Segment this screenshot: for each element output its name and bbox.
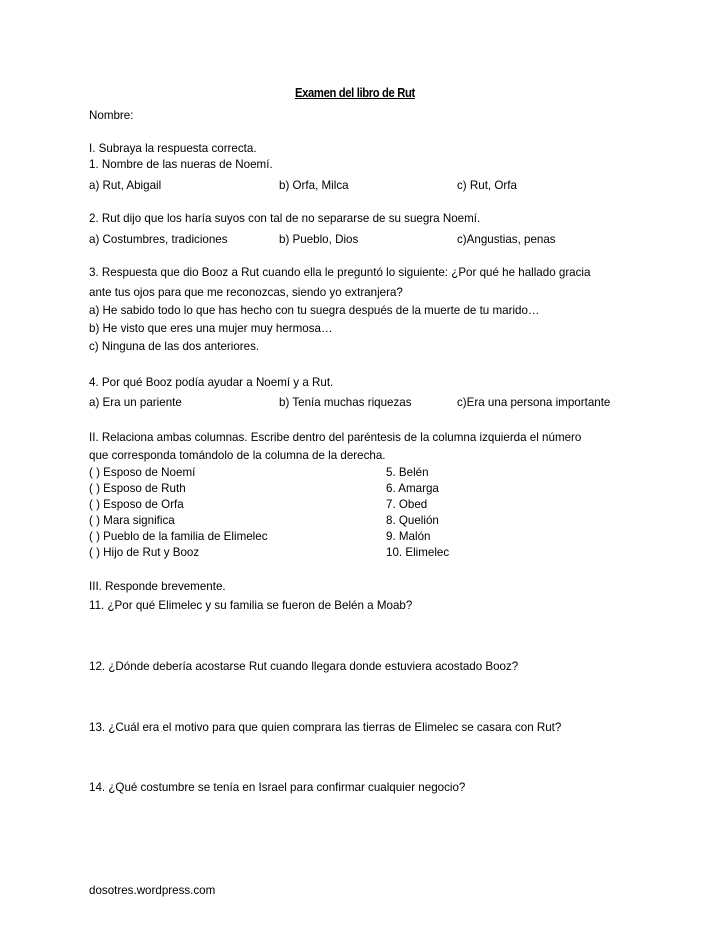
q2-option-a: a) Costumbres, tradiciones xyxy=(89,233,228,246)
match-right-4: 8. Quelión xyxy=(386,514,439,527)
q2-option-c: c)Angustias, penas xyxy=(457,233,556,246)
q4-option-c: c)Era una persona importante xyxy=(457,396,611,409)
match-left-3: ( ) Esposo de Orfa xyxy=(89,498,184,511)
question-11: 11. ¿Por qué Elimelec y su familia se fueron de Belén a Moab? xyxy=(89,599,413,612)
match-right-1: 5. Belén xyxy=(386,466,429,479)
section1-heading: I. Subraya la respuesta correcta. xyxy=(89,142,257,155)
question-3-line1: 3. Respuesta que dio Booz a Rut cuando ella le preguntó lo siguiente: ¿Por qué he hallado gracia xyxy=(89,266,591,279)
match-left-2: ( ) Esposo de Ruth xyxy=(89,482,186,495)
q3-option-a: a) He sabido todo lo que has hecho con tu suegra después de la muerte de tu marido… xyxy=(89,304,540,317)
section2-heading-line2: que corresponda tomándolo de la columna de la derecha. xyxy=(89,449,386,462)
match-left-4: ( ) Mara significa xyxy=(89,514,175,527)
question-4: 4. Por qué Booz podía ayudar a Noemí y a Rut. xyxy=(89,376,334,389)
question-3-line2: ante tus ojos para que me reconozcas, siendo yo extranjera? xyxy=(89,286,403,299)
match-right-6: 10. Elimelec xyxy=(386,546,450,559)
q2-option-b: b) Pueblo, Dios xyxy=(279,233,359,246)
q3-option-b: b) He visto que eres una mujer muy hermosa… xyxy=(89,322,333,335)
q1-option-b: b) Orfa, Milca xyxy=(279,179,349,192)
exam-title: Examen del libro de Rut xyxy=(295,86,415,100)
footer-source: dosotres.wordpress.com xyxy=(89,884,216,897)
question-1: 1. Nombre de las nueras de Noemí. xyxy=(89,158,273,171)
match-left-6: ( ) Hijo de Rut y Booz xyxy=(89,546,200,559)
q4-option-b: b) Tenía muchas riquezas xyxy=(279,396,412,409)
match-right-2: 6. Amarga xyxy=(386,482,439,495)
match-right-5: 9. Malón xyxy=(386,530,431,543)
q3-option-c: c) Ninguna de las dos anteriores. xyxy=(89,340,260,353)
q4-option-a: a) Era un pariente xyxy=(89,396,182,409)
section3-heading: III. Responde brevemente. xyxy=(89,580,226,593)
question-13: 13. ¿Cuál era el motivo para que quien comprara las tierras de Elimelec se casara con Rut? xyxy=(89,721,562,734)
match-left-5: ( ) Pueblo de la familia de Elimelec xyxy=(89,530,268,543)
question-2: 2. Rut dijo que los haría suyos con tal de no separarse de su suegra Noemí. xyxy=(89,212,481,225)
question-14: 14. ¿Qué costumbre se tenía en Israel para confirmar cualquier negocio? xyxy=(89,781,466,794)
nombre-label: Nombre: xyxy=(89,109,134,122)
q1-option-a: a) Rut, Abigail xyxy=(89,179,162,192)
question-12: 12. ¿Dónde debería acostarse Rut cuando llegara donde estuviera acostado Booz? xyxy=(89,660,519,673)
match-left-1: ( ) Esposo de Noemí xyxy=(89,466,196,479)
match-right-3: 7. Obed xyxy=(386,498,428,511)
section2-heading-line1: II. Relaciona ambas columnas. Escribe dentro del paréntesis de la columna izquierda el número xyxy=(89,431,582,444)
q1-option-c: c) Rut, Orfa xyxy=(457,179,517,192)
